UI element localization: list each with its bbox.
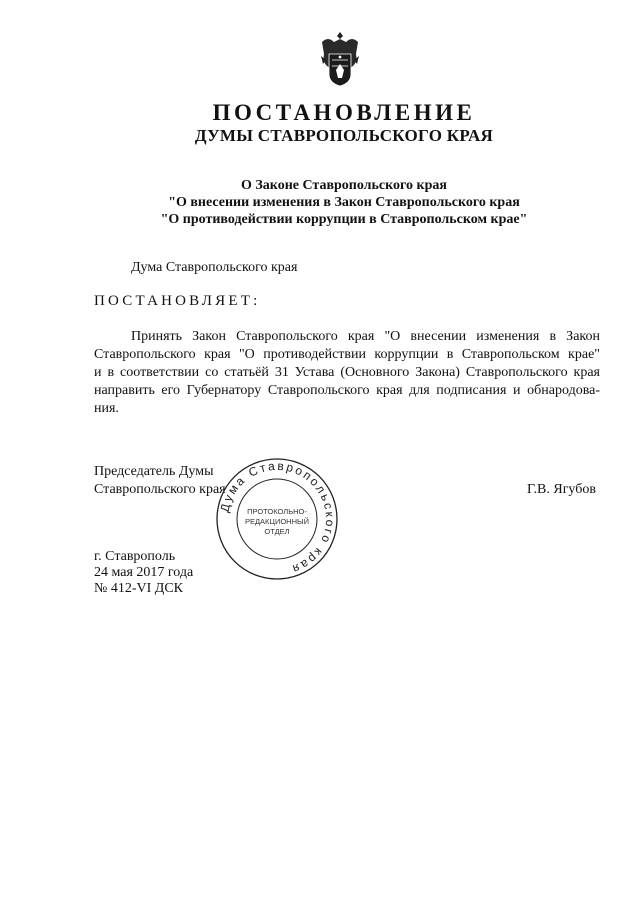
coat-of-arms-icon: [318, 30, 362, 88]
paragraph-line: Принять Закон Ставропольского края "О внесении изменения в Закон: [131, 329, 600, 344]
stamp-center-text: ПРОТОКОЛЬНО-: [247, 507, 307, 516]
document-number: № 412-VI ДСК: [94, 581, 184, 596]
resolves-heading: ПОСТАНОВЛЯЕТ:: [94, 293, 261, 309]
law-title-line: "О противодействии коррупции в Ставропольском крае": [160, 212, 528, 227]
paragraph-line: Ставропольского края "О противодействии коррупции в Ставропольском крае": [94, 347, 600, 362]
resolution-paragraph: [94, 328, 600, 418]
signatory-name: Г.В. Ягубов: [527, 482, 596, 497]
stamp-center-text: РЕДАКЦИОННЫЙ: [244, 517, 310, 526]
city: г. Ставрополь: [94, 549, 176, 564]
signatory-role: [94, 463, 226, 499]
document-title: ПОСТАНОВЛЕНИЕ: [212, 100, 476, 125]
paragraph-line: направить его Губернатору Ставропольского края для подписания и обнародова-: [94, 383, 600, 398]
signatory-role-line: Ставропольского края: [94, 482, 226, 497]
stamp-ring-text: Дума Ставропольского края: [217, 458, 338, 577]
law-title-line: О Законе Ставропольского края: [241, 178, 447, 193]
paragraph-line: ния.: [94, 401, 119, 416]
signatory-role-line: Председатель Думы: [94, 464, 214, 479]
date: 24 мая 2017 года: [94, 565, 194, 580]
paragraph-line: и в соответствии со статьёй 31 Устава (Основного Закона) Ставропольского края: [94, 365, 600, 380]
law-title-line: "О внесении изменения в Закон Ставропольского края: [168, 195, 520, 210]
law-title: [0, 177, 640, 228]
document-footer: [94, 549, 193, 597]
document-subtitle: ДУМЫ СТАВРОПОЛЬСКОГО КРАЯ: [194, 126, 494, 145]
issuer-line: Дума Ставропольского края: [131, 260, 298, 275]
official-stamp: [214, 456, 340, 582]
stamp-center-text: ОТДЕЛ: [264, 527, 290, 536]
